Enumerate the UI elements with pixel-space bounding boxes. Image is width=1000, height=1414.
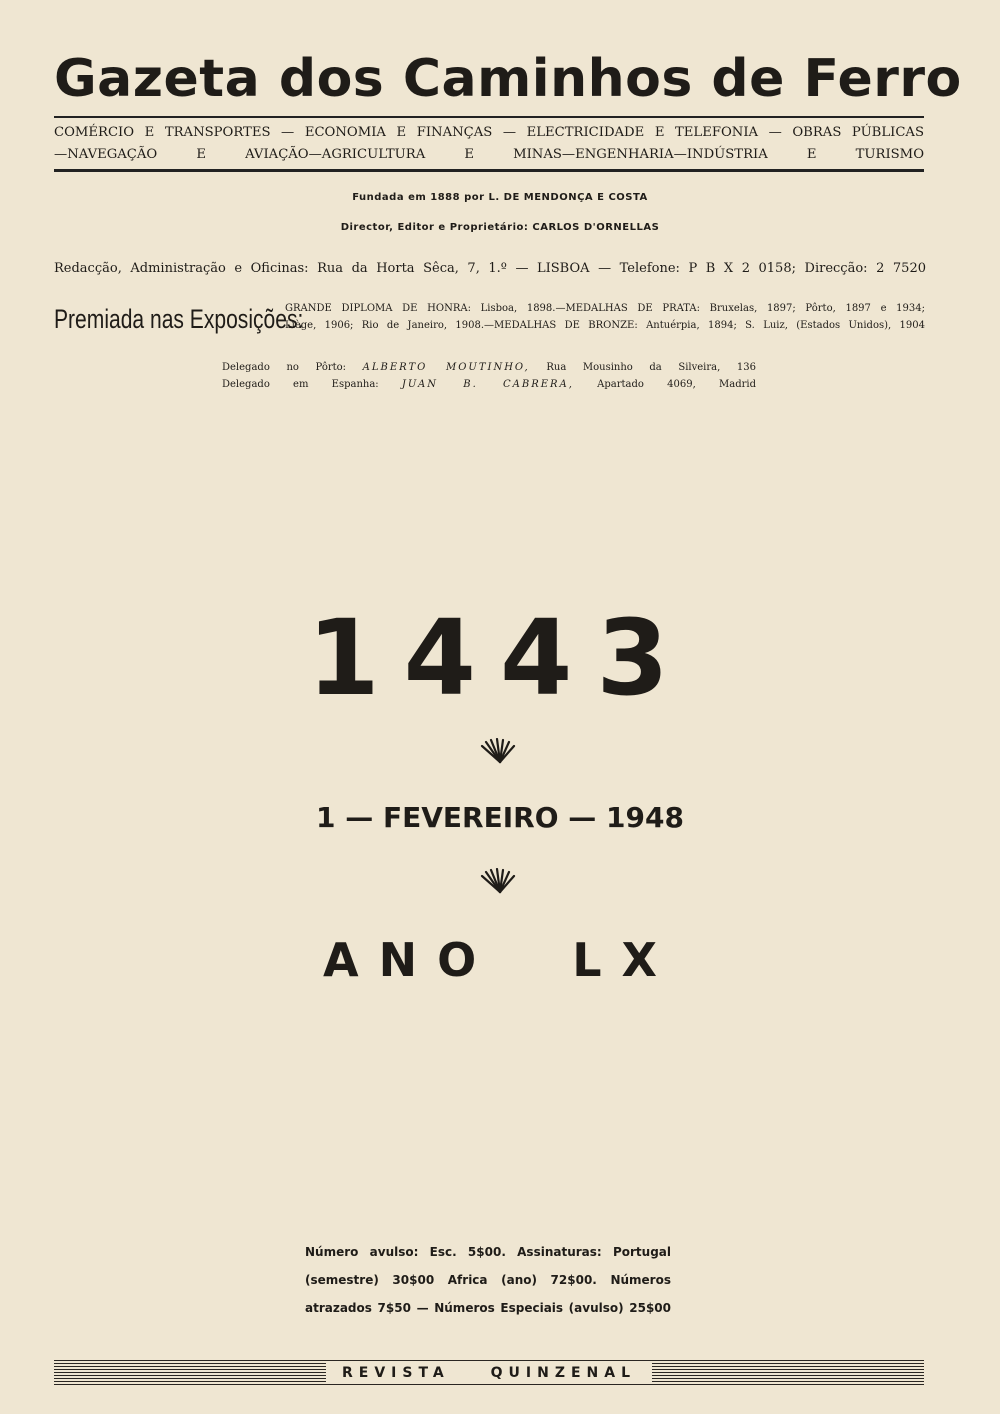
masthead-title: Gazeta dos Caminhos de Ferro [54,49,962,109]
address-line: Redacção, Administração e Oficinas: Rua da Horta Sêca, 7, 1.º — LISBOA — Telefone: P B X 2 0158; Direcção: 2 7520 [54,261,926,276]
pricing-line2: (semestre) 30$00 Africa (ano) 72$00. Números [305,1273,671,1287]
pricing-line3: atrazados 7$50 — Números Especiais (avulso) 25$00 [305,1301,671,1315]
footer-band [54,1360,924,1386]
director-line: Director, Editor e Proprietário: CARLOS D'ORNELLAS [340,222,660,233]
fan-ornament-icon [478,868,522,896]
awards-line2: Liège, 1906; Rio de Janeiro, 1908.—MEDALHAS DE BRONZE: Antuérpia, 1894; S. Luiz, (Estados Unidos), 1904 [285,320,925,331]
founding-line: Fundada em 1888 por L. DE MENDONÇA E COSTA [352,192,648,203]
masthead-top-rule [54,116,924,118]
issue-date: 1 — FEVEREIRO — 1948 [316,801,684,834]
pricing-line1: Número avulso: Esc. 5$00. Assinaturas: Portugal [305,1245,671,1259]
delegate-spain [222,378,756,392]
delegate-detail: Rua Mousinho da Silveira, 136 [546,362,756,373]
footer-label: REVISTA QUINZENAL [326,1362,652,1384]
delegate-porto [222,361,756,375]
delegate-name: ALBERTO MOUTINHO, [362,362,530,373]
delegate-detail: Apartado 4069, Madrid [597,379,756,390]
masthead-subtitle-line1: COMÉRCIO E TRANSPORTES — ECONOMIA E FINANÇAS — ELECTRICIDADE E TELEFONIA — OBRAS PÚBLICAS [54,125,924,140]
masthead-subtitle-line2: —NAVEGAÇÃO E AVIAÇÃO—AGRICULTURA E MINAS—ENGENHARIA—INDÚSTRIA E TURISMO [54,147,924,162]
delegate-label: Delegado em Espanha: [222,379,379,390]
fan-ornament-icon [478,738,522,766]
issue-year: ANO LX [323,933,677,987]
delegate-name: JUAN B. CABRERA, [401,379,574,390]
delegate-label: Delegado no Pôrto: [222,362,347,373]
awards-line1: GRANDE DIPLOMA DE HONRA: Lisboa, 1898.—MEDALHAS DE PRATA: Bruxelas, 1897; Pôrto, 1897 e 1934; [285,303,925,314]
awards-label: Premiada nas Exposições: [54,304,304,334]
issue-number: 1443 [307,597,693,719]
masthead-bottom-rule [54,169,924,172]
